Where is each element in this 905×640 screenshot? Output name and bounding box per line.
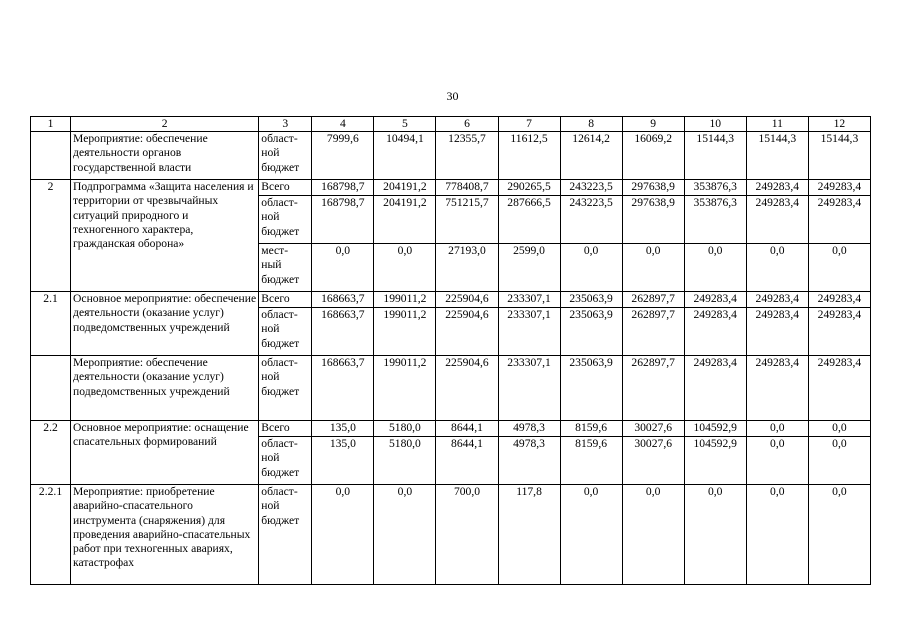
row-description: Основное мероприятие: оснащение спасательных формирований	[71, 421, 259, 485]
table-row	[31, 356, 871, 421]
table-row	[31, 292, 871, 308]
value-cell: 0,0	[808, 421, 870, 437]
value-cell: 11612,5	[498, 132, 560, 180]
page-number: 30	[446, 89, 459, 103]
row-description: Мероприятие: приобретение аварийно-спасательного инструмента (снаряжения) для проведения аварийно-спасательных работ при техногенных авариях, катастрофах	[71, 485, 259, 585]
column-header: 5	[374, 117, 436, 132]
value-cell: 249283,4	[808, 196, 870, 244]
row-number: 2.2	[31, 421, 71, 485]
value-cell: 0,0	[746, 437, 808, 485]
funding-source: Всего	[259, 421, 312, 437]
value-cell: 0,0	[622, 244, 684, 292]
value-cell: 778408,7	[436, 180, 498, 196]
value-cell: 249283,4	[746, 180, 808, 196]
value-cell: 27193,0	[436, 244, 498, 292]
value-cell: 297638,9	[622, 196, 684, 244]
header-row	[31, 117, 871, 132]
value-cell: 297638,9	[622, 180, 684, 196]
column-header: 11	[746, 117, 808, 132]
value-cell: 233307,1	[498, 356, 560, 421]
value-cell: 235063,9	[560, 356, 622, 421]
value-cell: 225904,6	[436, 292, 498, 308]
value-cell: 0,0	[684, 485, 746, 585]
table-row	[31, 421, 871, 437]
value-cell: 235063,9	[560, 292, 622, 308]
column-header: 8	[560, 117, 622, 132]
funding-source: област- ной бюджет	[259, 132, 312, 180]
value-cell: 243223,5	[560, 196, 622, 244]
value-cell: 235063,9	[560, 308, 622, 356]
value-cell: 8159,6	[560, 421, 622, 437]
value-cell: 0,0	[374, 485, 436, 585]
value-cell: 249283,4	[684, 308, 746, 356]
column-header: 2	[71, 117, 259, 132]
value-cell: 243223,5	[560, 180, 622, 196]
value-cell: 204191,2	[374, 180, 436, 196]
value-cell: 5180,0	[374, 421, 436, 437]
row-number	[31, 132, 71, 180]
value-cell: 5180,0	[374, 437, 436, 485]
funding-source: област- ной бюджет	[259, 485, 312, 585]
value-cell: 0,0	[622, 485, 684, 585]
row-description: Мероприятие: обеспечение деятельности органов государственной власти	[71, 132, 259, 180]
value-cell: 249283,4	[808, 180, 870, 196]
value-cell: 8644,1	[436, 437, 498, 485]
value-cell: 199011,2	[374, 356, 436, 421]
column-header: 4	[312, 117, 374, 132]
row-number: 2	[31, 180, 71, 292]
value-cell: 249283,4	[684, 292, 746, 308]
value-cell: 104592,9	[684, 421, 746, 437]
value-cell: 204191,2	[374, 196, 436, 244]
value-cell: 290265,5	[498, 180, 560, 196]
value-cell: 30027,6	[622, 421, 684, 437]
value-cell: 0,0	[560, 485, 622, 585]
value-cell: 2599,0	[498, 244, 560, 292]
value-cell: 249283,4	[746, 292, 808, 308]
value-cell: 233307,1	[498, 308, 560, 356]
value-cell: 249283,4	[808, 308, 870, 356]
funding-source: мест- ный бюджет	[259, 244, 312, 292]
value-cell: 168798,7	[312, 196, 374, 244]
value-cell: 249283,4	[808, 292, 870, 308]
value-cell: 168663,7	[312, 292, 374, 308]
value-cell: 249283,4	[746, 356, 808, 421]
value-cell: 199011,2	[374, 292, 436, 308]
value-cell: 30027,6	[622, 437, 684, 485]
value-cell: 262897,7	[622, 308, 684, 356]
value-cell: 0,0	[746, 485, 808, 585]
value-cell: 0,0	[560, 244, 622, 292]
value-cell: 168663,7	[312, 308, 374, 356]
value-cell: 117,8	[498, 485, 560, 585]
value-cell: 353876,3	[684, 180, 746, 196]
value-cell: 135,0	[312, 421, 374, 437]
column-header: 7	[498, 117, 560, 132]
row-description: Мероприятие: обеспечение деятельности (оказание услуг) подведомственных учреждений	[71, 356, 259, 421]
value-cell: 287666,5	[498, 196, 560, 244]
column-header: 6	[436, 117, 498, 132]
column-header: 1	[31, 117, 71, 132]
funding-source: област- ной бюджет	[259, 356, 312, 421]
value-cell: 249283,4	[746, 196, 808, 244]
column-header: 9	[622, 117, 684, 132]
table-row	[31, 485, 871, 585]
funding-source: област- ной бюджет	[259, 196, 312, 244]
value-cell: 104592,9	[684, 437, 746, 485]
row-number: 2.1	[31, 292, 71, 356]
value-cell: 168663,7	[312, 356, 374, 421]
column-header: 10	[684, 117, 746, 132]
value-cell: 0,0	[808, 244, 870, 292]
value-cell: 0,0	[312, 485, 374, 585]
value-cell: 353876,3	[684, 196, 746, 244]
value-cell: 12355,7	[436, 132, 498, 180]
column-header: 12	[808, 117, 870, 132]
funding-source: Всего	[259, 180, 312, 196]
value-cell: 16069,2	[622, 132, 684, 180]
value-cell: 0,0	[746, 244, 808, 292]
funding-source: област- ной бюджет	[259, 308, 312, 356]
value-cell: 751215,7	[436, 196, 498, 244]
value-cell: 0,0	[684, 244, 746, 292]
value-cell: 249283,4	[746, 308, 808, 356]
value-cell: 4978,3	[498, 437, 560, 485]
funding-source: Всего	[259, 292, 312, 308]
value-cell: 4978,3	[498, 421, 560, 437]
row-description: Основное мероприятие: обеспечение деятельности (оказание услуг) подведомственных учреждений	[71, 292, 259, 356]
value-cell: 168798,7	[312, 180, 374, 196]
funding-source: област- ной бюджет	[259, 437, 312, 485]
value-cell: 262897,7	[622, 292, 684, 308]
table-row	[31, 132, 871, 180]
row-description: Подпрограмма «Защита населения и территории от чрезвычайных ситуаций природного и техногенного характера, гражданская оборона»	[71, 180, 259, 292]
value-cell: 0,0	[808, 437, 870, 485]
value-cell: 0,0	[374, 244, 436, 292]
value-cell: 8159,6	[560, 437, 622, 485]
table-row	[31, 180, 871, 196]
value-cell: 8644,1	[436, 421, 498, 437]
value-cell: 225904,6	[436, 356, 498, 421]
value-cell: 15144,3	[746, 132, 808, 180]
value-cell: 199011,2	[374, 308, 436, 356]
value-cell: 7999,6	[312, 132, 374, 180]
value-cell: 0,0	[312, 244, 374, 292]
column-header: 3	[259, 117, 312, 132]
value-cell: 233307,1	[498, 292, 560, 308]
value-cell: 225904,6	[436, 308, 498, 356]
row-number	[31, 356, 71, 421]
value-cell: 10494,1	[374, 132, 436, 180]
value-cell: 0,0	[746, 421, 808, 437]
value-cell: 135,0	[312, 437, 374, 485]
value-cell: 15144,3	[808, 132, 870, 180]
value-cell: 249283,4	[808, 356, 870, 421]
value-cell: 0,0	[808, 485, 870, 585]
budget-table	[30, 116, 871, 585]
value-cell: 262897,7	[622, 356, 684, 421]
value-cell: 700,0	[436, 485, 498, 585]
value-cell: 12614,2	[560, 132, 622, 180]
value-cell: 249283,4	[684, 356, 746, 421]
value-cell: 15144,3	[684, 132, 746, 180]
row-number: 2.2.1	[31, 485, 71, 585]
